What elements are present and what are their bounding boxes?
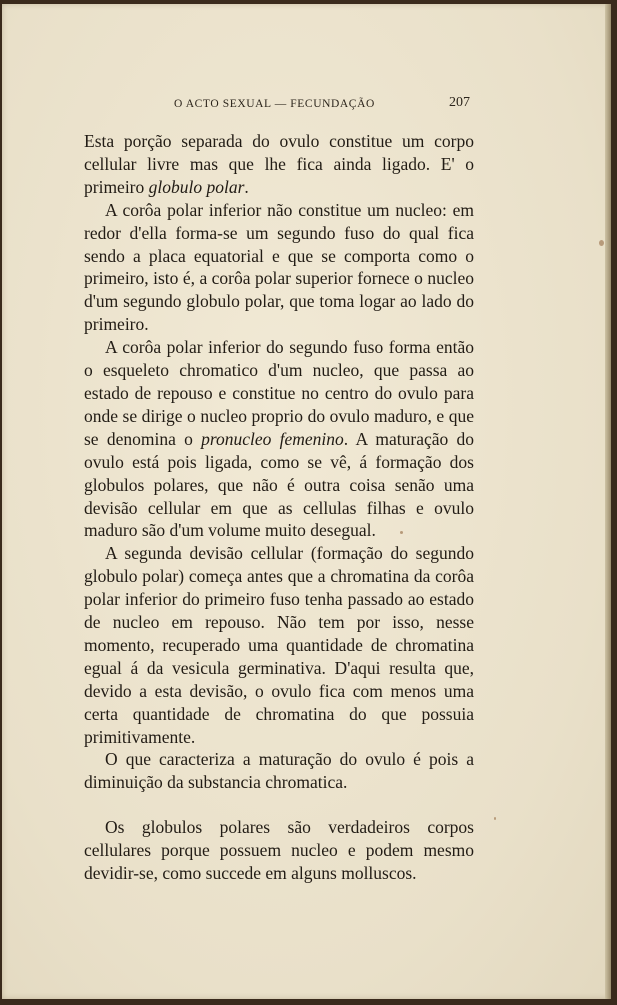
paper-speck bbox=[400, 531, 403, 534]
paper-speck bbox=[599, 240, 604, 246]
text-run: A corôa polar inferior do segundo fuso forma então o esqueleto chromatico d'um nucleo, que passa ao estado de repouso e constitue no centro do ovulo para onde se dirige o nucleo proprio do ovulo maduro, e que se denomina o bbox=[84, 337, 474, 449]
running-title: O ACTO SEXUAL — FECUNDAÇÃO bbox=[174, 98, 375, 110]
text-run: Esta porção separada do ovulo constitue um corpo cellular livre mas que lhe fica ainda ligado. E' o primeiro bbox=[84, 131, 474, 197]
paragraph bbox=[84, 748, 474, 794]
page-header bbox=[2, 95, 611, 116]
paragraph bbox=[84, 199, 474, 336]
page-edge bbox=[605, 4, 611, 999]
paragraph bbox=[84, 130, 474, 199]
text-run: . A maturação do ovulo está pois ligada, como se vê, á formação dos globulos polares, que não é outra coisa senão uma devisão cellular em que as cellulas filhas e ovulo maduro são d'um volume muito desegual. bbox=[84, 428, 474, 541]
paragraph bbox=[84, 542, 474, 748]
page-number: 207 bbox=[449, 95, 470, 110]
italic-term: pronucleo femenino bbox=[201, 428, 344, 449]
text-run: O que caracteriza a maturação do ovulo é pois a diminuição da substancia chromatica. bbox=[84, 749, 474, 793]
book-page bbox=[2, 4, 611, 999]
paragraph bbox=[84, 336, 474, 542]
text-run: . bbox=[244, 176, 249, 197]
text-run: Os globulos polares são verdadeiros corpos cellulares porque possuem nucleo e podem mesmo devidir-se, como succede em alguns molluscos. bbox=[84, 817, 474, 884]
text-run: A segunda devisão cellular (formação do segundo globulo polar) começa antes que a chromatina da corôa polar inferior do primeiro fuso tenha passado ao estado de nucleo em repouso. Não tem por isso, nesse momento, recuperado uma quantidade de chromatina egual á da vesicula germinativa. D'aqui resulta que, devido a esta devisão, o ovulo fica com menos uma certa quantidade de chromatina do que possuia primitivamente. bbox=[84, 543, 474, 747]
body-text bbox=[84, 130, 474, 885]
italic-term: globulo polar bbox=[148, 176, 245, 197]
text-run: A corôa polar inferior não constitue um nucleo: em redor d'ella forma-se um segundo fuso do qual fica sendo a placa equatorial e que se comporta como o primeiro, isto é, a corôa polar superior fornece o nucleo d'um segundo globulo polar, que toma logar ao lado do primeiro. bbox=[84, 199, 474, 335]
paper-speck bbox=[494, 817, 496, 820]
paragraph bbox=[84, 816, 474, 885]
